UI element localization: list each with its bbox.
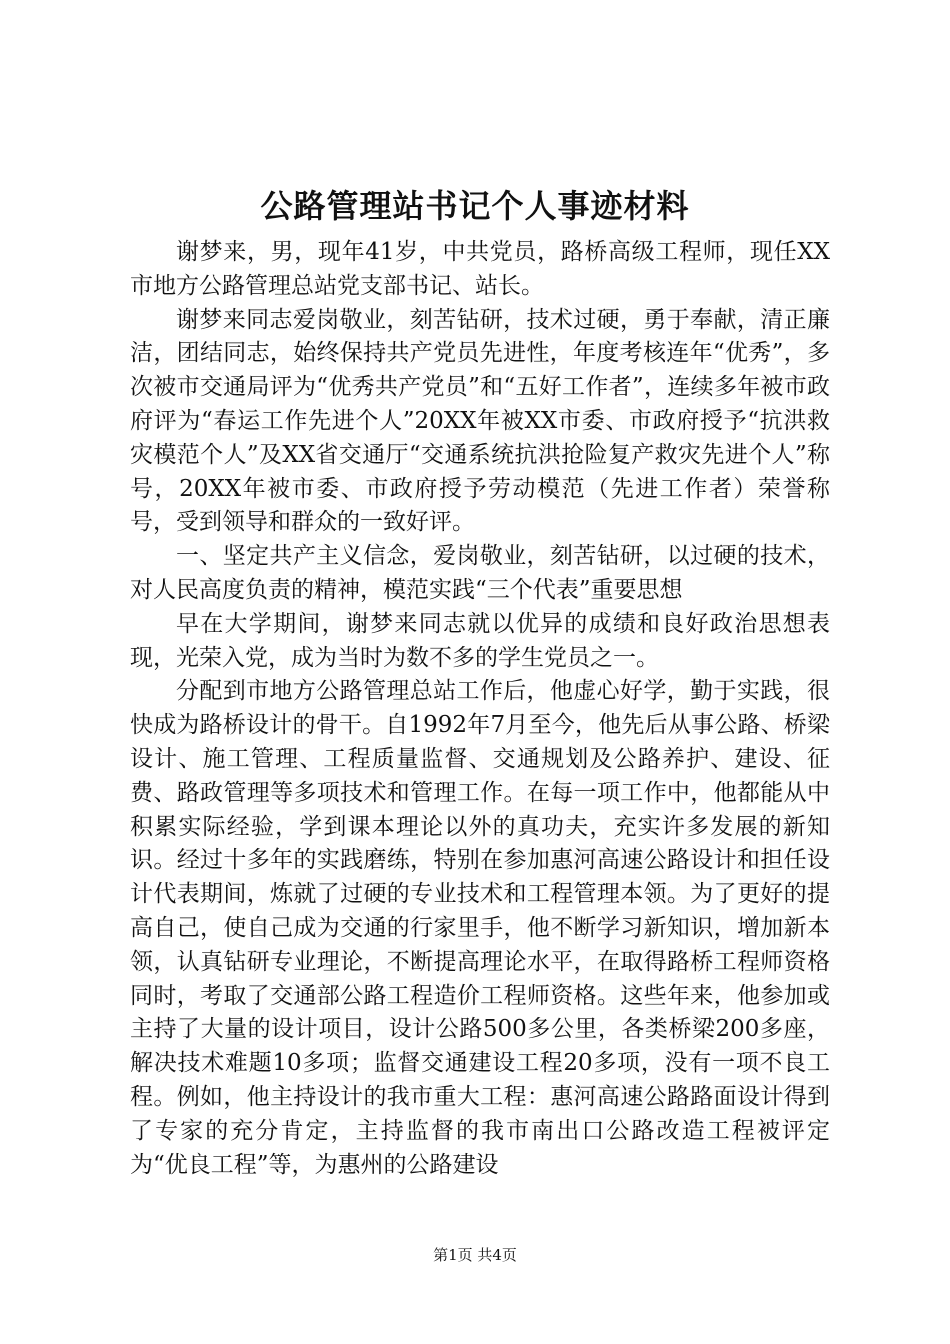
paragraph-career: 分配到市地方公路管理总站工作后，他虚心好学，勤于实践，很快成为路桥设计的骨干。自1992年7月至今，他先后从事公路、桥梁设计、施工管理、工程质量监督、交通规划及公路养护、建设、征费、路政管理等多项技术和管理工作。在每一项工作中，他都能从中积累实际经验，学到课本理论以外的真功夫，充实许多发展的新知识。经过十多年的实践磨练，特别在参加惠河高速公路设计和担任设计代表期间，炼就了过硬的专业技术和工程管理本领。为了更好的提高自己，使自己成为交通的行家里手，他不断学习新知识，增加新本领，认真钻研专业理论，不断提高理论水平，在取得路桥工程师资格同时，考取了交通部公路工程造价工程师资格。这些年来，他参加或主持了大量的设计项目，设计公路500多公里，各类桥梁200多座，解决技术难题10多项；监督交通建设工程20多项，没有一项不良工程。例如，他主持设计的我市重大工程：惠河高速公路路面设计得到了专家的充分肯定，主持监督的我市南出口公路改造工程被评定为“优良工程”等，为惠州的公路建设	[130, 678, 830, 1178]
paragraph-honors: 谢梦来同志爱岗敬业，刻苦钻研，技术过硬，勇于奉献，清正廉洁，团结同志，始终保持共产党员先进性，年度考核连年“优秀”，多次被市交通局评为“优秀共产党员”和“五好工作者”，连续多年被市政府评为“春运工作先进个人”20XX年被XX市委、市政府授予“抗洪救灾模范个人”及XX省交通厅“交通系统抗洪抢险复产救灾先进个人”称号，20XX年被市委、市政府授予劳动模范（先进工作者）荣誉称号，受到领导和群众的一致好评。	[130, 306, 830, 536]
paragraph-university: 早在大学期间，谢梦来同志就以优异的成绩和良好政治思想表现，光荣入党，成为当时为数不多的学生党员之一。	[130, 610, 830, 671]
document-title: 公路管理站书记个人事迹材料	[260, 187, 690, 225]
paragraph-intro: 谢梦来，男，现年41岁，中共党员，路桥高级工程师，现任XX市地方公路管理总站党支部书记、站长。	[130, 239, 830, 299]
section-heading-1: 一、坚定共产主义信念，爱岗敬业，刻苦钻研，以过硬的技术，对人民高度负责的精神，模范实践“三个代表”重要思想	[130, 543, 830, 603]
document-body	[130, 236, 830, 1182]
page-footer: 第1页 共4页	[433, 1246, 517, 1264]
